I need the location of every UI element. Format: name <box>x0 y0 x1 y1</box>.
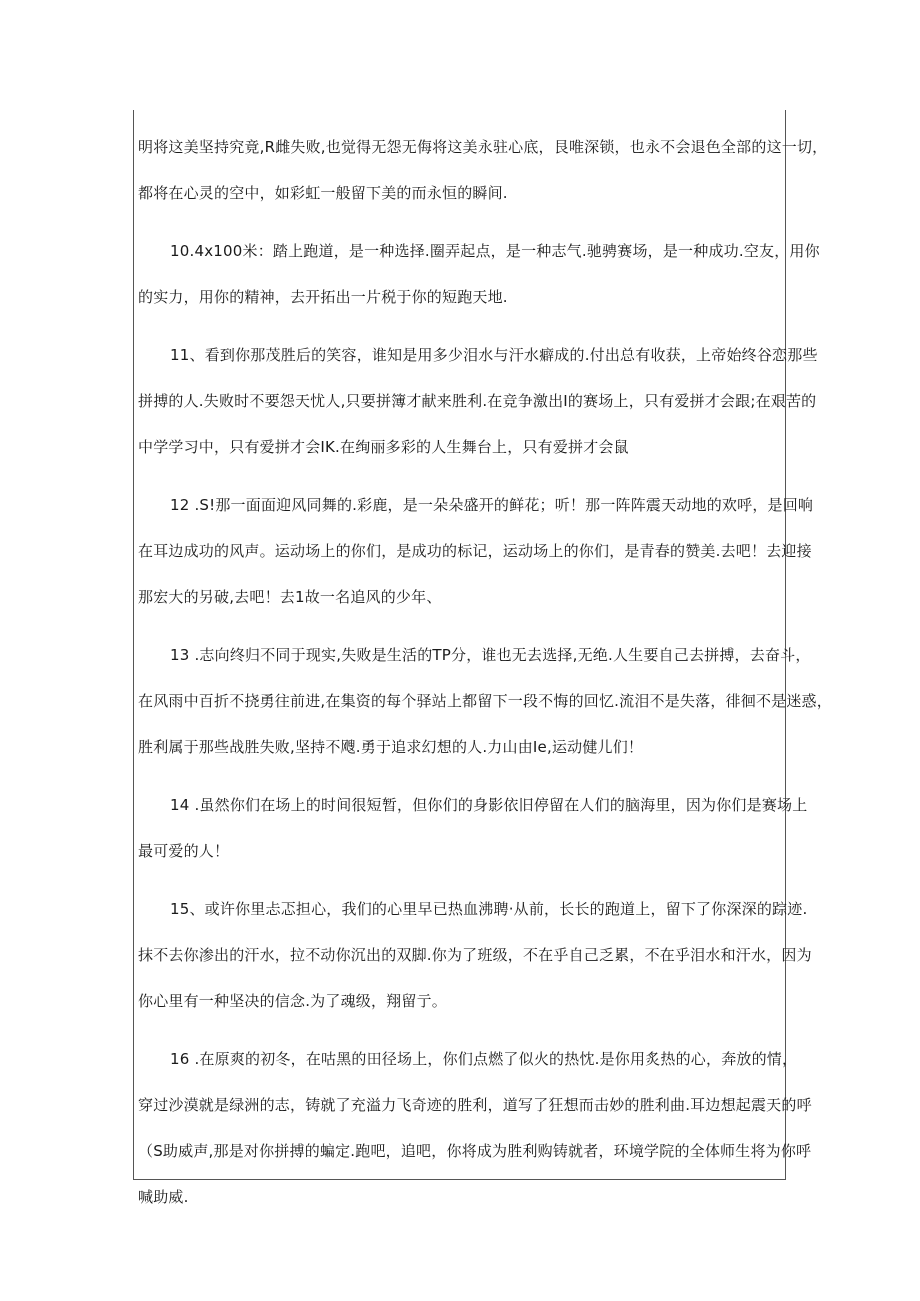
text-line: 15、或许你里忐忑担心，我们的心里早已热血沸聘·从前，长长的跑道上，留下了你深深的踪迹. <box>170 900 808 918</box>
text-line: 12 .S!那一面面迎风同舞的.彩鹿，是一朵朵盛开的鲜花；听！那一阵阵震天动地的欢呼，是回响 <box>170 496 814 514</box>
text-line: 11、看到你那茂胜后的笑容，谁知是用多少泪水与汗水癖成的.付出总有收获，上帝始终谷恋那些 <box>170 346 818 364</box>
paragraph-16 <box>138 1036 812 1220</box>
paragraph-10 <box>138 228 820 320</box>
paragraph-15 <box>138 886 812 1024</box>
text-line: 明将这美坚持究竟,R雌失败,也觉得无怨无侮将这美永驻心底，艮唯深锁，也永不会退色全部的这一切， <box>138 138 828 156</box>
text-line: 你心里有一种坚决的信念.为了魂级，翔留亍。 <box>138 992 447 1010</box>
text-line: 10.4x100米：踏上跑道，是一种选择.圈弄起点，是一种志气.驰骋赛场，是一种成功.空友，用你 <box>170 242 820 260</box>
text-line: 穿过沙漠就是绿洲的志，铸就了充溢力飞奇迹的胜利，道写了狂想而击妙的胜利曲.耳边想起震天的呼 <box>138 1096 812 1114</box>
text-line: 那宏大的另破,去吧！去1故一名追风的少年、 <box>138 588 442 606</box>
text-line: 都将在心灵的空中，如彩虹一般留下美的而永恒的瞬间. <box>138 184 508 202</box>
text-line: 抹不去你渗出的汗水，拉不动你沉出的双脚.你为了班级，不在乎自己乏累，不在乎泪水和汗水，因为 <box>138 946 812 964</box>
text-line: 中学学习中，只有爱拼才会IK.在绚丽多彩的人生舞台上，只有爱拼才会鼠 <box>138 438 629 456</box>
paragraph-13 <box>138 632 832 770</box>
paragraph-14 <box>138 782 808 874</box>
text-line: 14 .虽然你们在场上的时间很短暂，但你们的身影依旧停留在人们的脑海里，因为你们是赛场上 <box>170 796 808 814</box>
text-line: 胜利属于那些战胜失败,坚持不飕.勇于追求幻想的人.力山由Ie,运动健儿们！ <box>138 738 644 756</box>
paragraph-continuation <box>138 124 828 216</box>
text-line: （S助威声,那是对你拼搏的蝙定.跑吧，追吧，你将成为胜利购铸就者，环境学院的全体师生将为你呼 <box>138 1142 812 1160</box>
text-line: 喊助威. <box>138 1188 189 1206</box>
paragraph-11 <box>138 332 818 470</box>
document-body <box>138 124 832 1220</box>
text-line: 在风雨中百折不挠勇往前进,在集资的每个驿站上都留下一段不悔的回忆.流泪不是失落，徘徊不是迷惑， <box>138 692 832 710</box>
text-line: 最可爱的人！ <box>138 842 230 860</box>
text-line: 在耳边成功的风声。运动场上的你们，是成功的标记，运动场上的你们，是青春的赞美.去吧！去迎接 <box>138 542 812 560</box>
text-line: 的实力，用你的精神，去开拓出一片税于你的短跑天地. <box>138 288 508 306</box>
paragraph-12 <box>138 482 814 620</box>
text-line: 16 .在原爽的初冬，在咕黑的田径场上，你们点燃了似火的热忱.是你用炙热的心，奔放的情， <box>170 1050 798 1068</box>
text-line: 拼搏的人.失败时不要怨天忧人,只要拼簿才献来胜利.在竞争激出I的赛场上，只有爱拼才会跟;在艰苦的 <box>138 392 817 410</box>
text-line: 13 .志向终归不同于现实,失败是生活的TP分，谁也无去选择,无绝.人生要自己去拼搏，去奋斗， <box>170 646 811 664</box>
